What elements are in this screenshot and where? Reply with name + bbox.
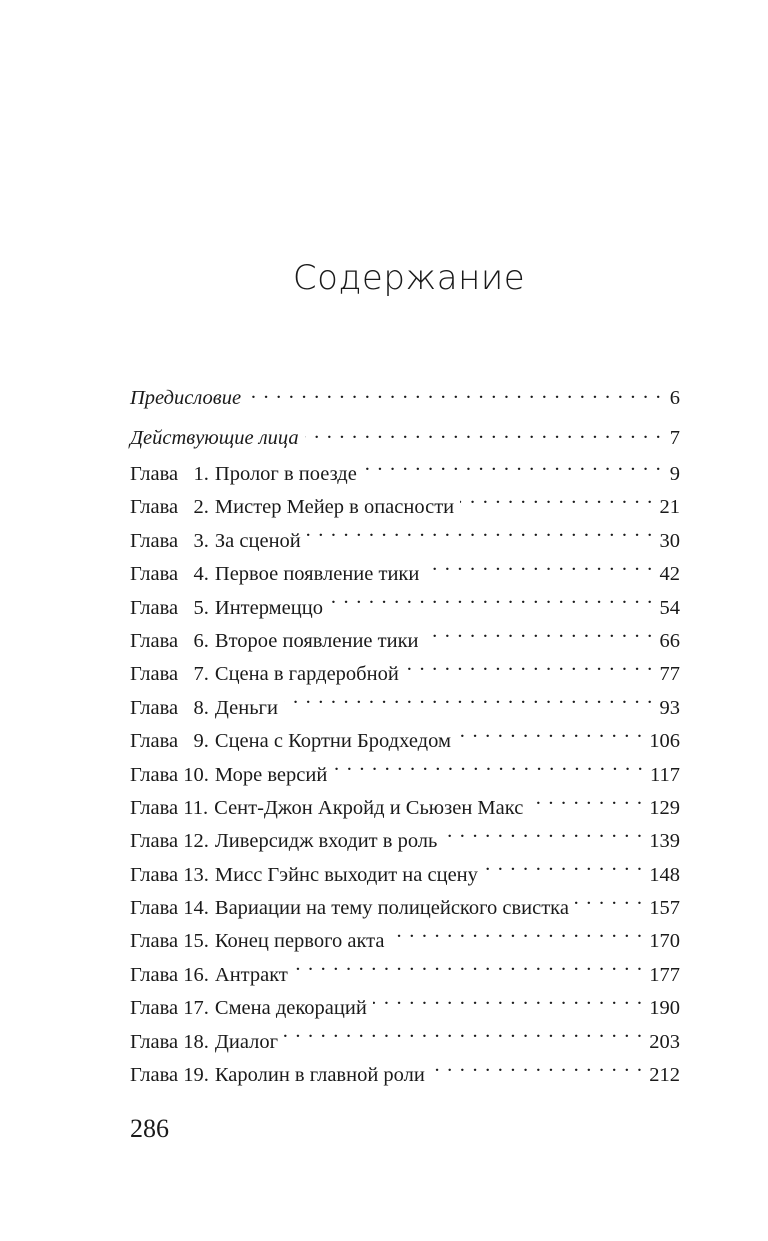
toc-entry[interactable] [130,458,680,491]
toc-entry[interactable] [130,825,680,858]
toc-page-number: 6 [669,387,680,409]
toc-entry[interactable] [130,525,680,558]
toc-entry-title: Вариации на тему полицейского свистка [214,897,569,920]
toc-entry-title: Смена декораций [214,997,367,1020]
toc-chapter-number: Глава 15. [130,930,209,953]
toc-page-number: 7 [669,427,680,449]
toc-entry-title: Интермеццо [214,596,323,619]
toc-entry[interactable] [130,592,680,625]
dot-leader [390,927,643,948]
toc-entry[interactable] [130,491,680,524]
dot-leader [333,760,644,781]
table-of-contents [130,378,680,1092]
toc-entry[interactable] [130,558,680,591]
dot-leader [307,526,654,547]
dot-leader [405,660,654,681]
dot-leader [529,793,643,814]
toc-page-number: 93 [659,696,680,719]
toc-page-number: 177 [649,963,680,986]
toc-entry-title: Диалог [214,1030,279,1053]
toc-chapter-number: Глава 18. [130,1030,209,1053]
toc-page-number: 21 [659,496,680,519]
dot-leader [363,460,662,481]
toc-chapter-number: Глава 7. [130,663,209,686]
dot-leader [484,860,643,881]
toc-chapter-number: Глава 4. [130,563,209,586]
toc-entry-title: Деньги [214,696,278,719]
toc-entry-title: Мистер Мейер в опасности [214,496,455,519]
toc-entry[interactable] [130,859,680,892]
toc-page-number: 148 [649,863,680,886]
toc-entry[interactable] [130,892,680,925]
toc-page-number: 190 [649,997,680,1020]
toc-chapter-number: Глава 14. [130,897,209,920]
toc-entry[interactable] [130,1026,680,1059]
dot-leader [373,994,643,1015]
dot-leader [460,493,653,514]
toc-entry[interactable] [130,625,680,658]
toc-page-number: 203 [649,1030,680,1053]
toc-chapter-number: Глава 12. [130,830,209,853]
toc-entry-title: Действующие лица [130,427,299,449]
toc-entry-title: Антракт [214,963,288,986]
toc-chapter-number: Глава 10. [130,763,209,786]
toc-entry[interactable] [130,658,680,691]
dot-leader [425,626,654,647]
toc-entry-title: Первое появление тики [214,563,420,586]
toc-page-number: 106 [649,730,680,753]
toc-page-number: 170 [649,930,680,953]
dot-leader [425,560,653,581]
toc-entry[interactable] [130,378,680,418]
page-title: Содержание [292,258,526,298]
toc-entry[interactable] [130,1059,680,1092]
toc-entry-title: Предисловие [130,387,242,409]
toc-entry[interactable] [130,692,680,725]
toc-entry[interactable] [130,759,680,792]
toc-entry-title: Сцена с Кортни Бродхедом [214,730,451,753]
toc-chapter-number: Глава 11. [130,796,209,819]
toc-chapter-number: Глава 17. [130,997,209,1020]
toc-entry-title: Сент-Джон Акройд и Сьюзен Макс [214,796,524,819]
toc-chapter-number: Глава 2. [130,496,209,519]
toc-entry[interactable] [130,925,680,958]
toc-page-number: 77 [659,663,680,686]
toc-page-number: 66 [659,629,680,652]
toc-chapter-number: Глава 6. [130,629,209,652]
dot-leader [329,593,654,614]
toc-page-number: 212 [649,1064,680,1087]
toc-chapter-number: Глава 16. [130,963,209,986]
dot-leader [284,1027,643,1048]
toc-chapter-number: Глава 8. [130,696,209,719]
toc-entry[interactable] [130,959,680,992]
toc-page-number: 129 [649,796,680,819]
toc-chapter-number: Глава 13. [130,863,209,886]
toc-page-number: 9 [669,463,680,485]
dot-leader [294,960,643,981]
toc-entry-title: Мисс Гэйнс выходит на сцену [214,863,478,886]
toc-page-number: 42 [659,563,680,586]
dot-leader [247,384,662,405]
toc-entry-title: Каролин в главной роли [214,1064,425,1087]
toc-entry-title: Пролог в поезде [214,463,357,485]
toc-entry[interactable] [130,418,680,458]
toc-page-number: 139 [649,830,680,853]
toc-chapter-number: Глава 19. [130,1064,209,1087]
toc-entry[interactable] [130,992,680,1025]
toc-entry-title: За сценой [214,529,301,552]
toc-entry-title: Второе появление тики [214,629,419,652]
toc-page-number: 157 [649,897,680,920]
dot-leader [431,1061,643,1082]
toc-entry-title: Конец первого акта [214,930,385,953]
toc-entry-title: Ливерсидж входит в роль [214,830,438,853]
toc-page-number: 30 [659,529,680,552]
toc-entry-title: Море версий [214,763,328,786]
dot-leader [284,693,654,714]
dot-leader [305,424,662,445]
dot-leader [575,894,643,915]
dot-leader [443,827,643,848]
toc-page-number: 54 [659,596,680,619]
toc-chapter-number: Глава 5. [130,596,209,619]
toc-entry[interactable] [130,792,680,825]
toc-chapter-number: Глава 3. [130,529,209,552]
page-number: 286 [130,1114,169,1143]
dot-leader [457,727,643,748]
toc-chapter-number: Глава 9. [130,730,209,753]
toc-entry[interactable] [130,725,680,758]
toc-chapter-number: Глава 1. [130,463,209,485]
toc-page-number: 117 [650,763,680,786]
toc-entry-title: Сцена в гардеробной [214,663,399,686]
